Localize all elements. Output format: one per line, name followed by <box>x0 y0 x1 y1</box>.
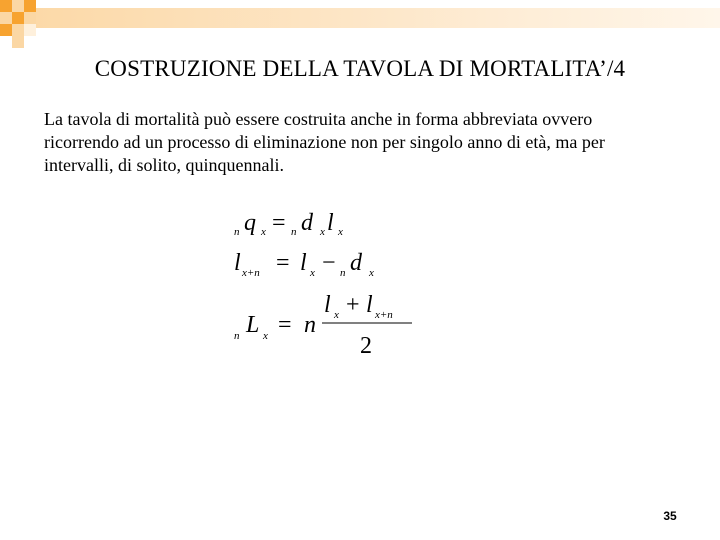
svg-text:l: l <box>366 292 373 318</box>
svg-text:x+n: x+n <box>375 309 393 321</box>
svg-text:n: n <box>291 226 297 238</box>
svg-text:l: l <box>327 210 334 236</box>
page-number: 35 <box>663 509 677 523</box>
svg-text:n: n <box>340 267 346 279</box>
svg-text:l: l <box>300 250 307 276</box>
header-decoration <box>0 0 720 48</box>
svg-text:=: = <box>272 210 286 236</box>
paragraph-line: La tavola di mortalità può essere costruita anche in forma abbreviata ovvero <box>44 109 593 129</box>
svg-text:x: x <box>338 226 343 238</box>
svg-text:=: = <box>278 312 292 338</box>
svg-text:n: n <box>234 330 240 342</box>
svg-text:l: l <box>234 250 241 276</box>
svg-text:d: d <box>350 250 362 276</box>
slide-title: COSTRUZIONE DELLA TAVOLA DI MORTALITA’/4 <box>94 56 626 81</box>
svg-text:x: x <box>320 226 325 238</box>
paragraph-line: ricorrendo ad un processo di eliminazione non per singolo anno di età, ma per <box>44 132 605 152</box>
svg-text:+: + <box>346 292 360 318</box>
svg-text:l: l <box>324 292 331 318</box>
svg-text:=: = <box>276 250 290 276</box>
formula-death-probability <box>234 210 343 238</box>
svg-text:2: 2 <box>360 333 372 359</box>
svg-text:L: L <box>246 312 260 338</box>
svg-text:x: x <box>369 267 374 279</box>
svg-text:−: − <box>322 250 336 276</box>
svg-text:d: d <box>301 210 313 236</box>
formula-person-years <box>234 292 412 359</box>
svg-text:x: x <box>334 309 339 321</box>
svg-text:q: q <box>244 210 256 236</box>
svg-text:x+n: x+n <box>242 267 260 279</box>
svg-text:x: x <box>310 267 315 279</box>
formula-block <box>226 200 426 362</box>
svg-text:n: n <box>304 312 316 338</box>
formula-survivors <box>234 250 374 279</box>
svg-text:x: x <box>261 226 266 238</box>
svg-text:x: x <box>263 330 268 342</box>
paragraph-line: intervalli, di solito, quinquennali. <box>44 155 284 175</box>
svg-text:n: n <box>234 226 240 238</box>
body-paragraph <box>44 108 676 177</box>
